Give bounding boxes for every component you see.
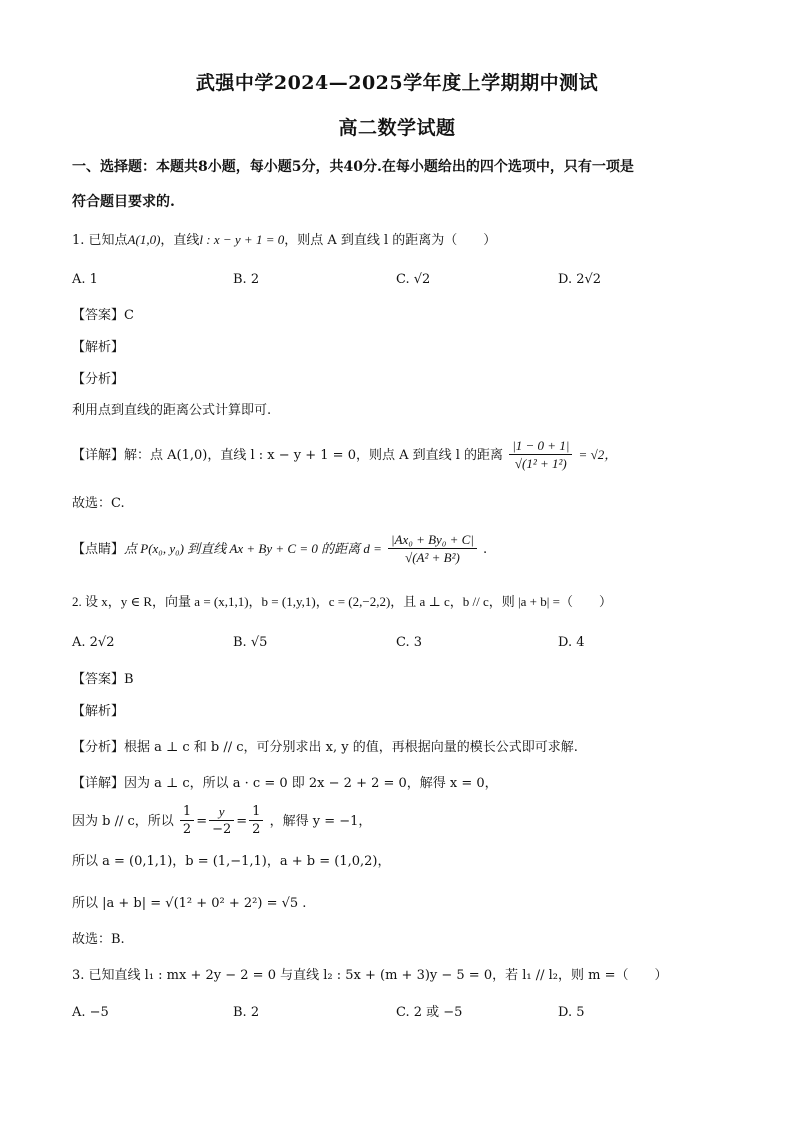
- q1-option-c: C. √2: [396, 272, 431, 287]
- q1-detail-denominator: √(1² + 1²): [514, 456, 567, 471]
- q3-stem: 3. 已知直线 l₁ : mx + 2y − 2 = 0 与直线 l₂ : 5x + (m + 3)y − 5 = 0，若 l₁ // l₂，则 m =（ ）: [72, 968, 668, 983]
- q1-detail-a: 解：点 A(1,0)，直线 l : x − y + 1 = 0，则点 A 到直线 l 的距离: [124, 448, 504, 463]
- q2-analysis-tag: 【解析】: [72, 704, 125, 719]
- q1-stem-b: ，直线: [160, 233, 200, 248]
- q1-stem-a: 1. 已知点: [72, 233, 128, 248]
- q2-detail4: 所以 |a + b| = √(1² + 0² + 2²) = √5 .: [72, 896, 307, 911]
- q2-option-d: D. 4: [558, 635, 585, 650]
- q2-option-b: B. √5: [233, 635, 268, 650]
- q1-dianjing-numerator: |Ax₀ + By₀ + C|: [388, 532, 477, 549]
- section-heading-line2: 符合题目要求的.: [72, 194, 175, 210]
- q1-dianjing-fraction: [388, 532, 477, 567]
- q2-fraction-2: [209, 804, 234, 839]
- q1-detail-b: = √2，: [578, 447, 618, 462]
- q1-stem-c: ，则点 A 到直线 l 的距离为（ ）: [284, 233, 497, 248]
- q2-fraction-3: [249, 804, 263, 839]
- q2-detail1: 【详解】因为 a ⊥ c，所以 a · c = 0 即 2x − 2 + 2 = 0，解得 x = 0，: [72, 776, 498, 791]
- q2-detail2: 因为 b // c，所以 $\frac{1}{2}$ = $\frac{y}{-2}$ = $\frac{1}{2}$ ，解得 y = −1，: [72, 804, 372, 837]
- q2-fraction-1-den: 2: [182, 822, 192, 837]
- q3-option-d: D. 5: [558, 1005, 585, 1020]
- q1-option-d: D. 2√2: [558, 272, 602, 287]
- q1-detail-tag: 【详解】: [72, 448, 125, 463]
- q1-dianjing-denominator: √(A² + B²): [405, 550, 460, 565]
- q1-dianjing-tag: 【点睛】: [72, 542, 125, 557]
- q1-point-a: A(1,0): [127, 232, 161, 247]
- exam-subtitle: 高二数学试题: [338, 117, 456, 139]
- q2-fenxi: 【分析】根据 a ⊥ c 和 b // c，可分别求出 x, y 的值，再根据向量的模长公式即可求解.: [72, 740, 578, 755]
- q2-fraction-2-den: −2: [212, 822, 232, 837]
- section-heading-line1: 一、选择题：本题共8小题，每小题5分，共40分.在每小题给出的四个选项中，只有一项是: [72, 159, 634, 175]
- q1-option-b: B. 2: [233, 272, 260, 287]
- q1-analysis-tag: 【解析】: [72, 340, 125, 355]
- q2-answer: 【答案】B: [72, 672, 134, 687]
- q2-option-c: C. 3: [396, 635, 423, 650]
- q3-option-b: B. 2: [233, 1005, 260, 1020]
- q1-option-a: A. 1: [72, 272, 98, 287]
- q1-detail-fraction: [509, 438, 572, 473]
- q1-detail-numerator: |1 − 0 + 1|: [509, 438, 572, 455]
- q1-dianjing-b: .: [483, 542, 488, 557]
- q1-stem: [72, 230, 496, 251]
- q2-fraction-2-num: y: [209, 804, 234, 821]
- q1-fenxi: 利用点到直线的距离公式计算即可.: [72, 403, 272, 418]
- q2-fraction-3-den: 2: [252, 822, 261, 837]
- q2-detail3: 所以 a = (0,1,1)，b = (1,−1,1)，a + b = (1,0,2)，: [72, 854, 391, 869]
- q1-dianjing-a: 点 P(x₀, y₀) 到直线 Ax + By + C = 0 的距离 d =: [124, 541, 382, 556]
- q2-detail2-b: ，解得 y = −1，: [269, 814, 372, 829]
- q3-option-c: C. 2 或 −5: [396, 1005, 463, 1020]
- q1-detail: [72, 438, 617, 473]
- q2-fraction-1: [180, 804, 194, 839]
- q2-choose: 故选：B.: [72, 932, 125, 947]
- q2-fraction-1-num: 1: [180, 804, 194, 821]
- q3-option-a: A. −5: [72, 1005, 109, 1020]
- exam-title: 武强中学2024—2025学年度上学期期中测试: [195, 72, 599, 94]
- q2-fraction-3-num: 1: [249, 804, 263, 821]
- q2-stem: 2. 设 x，y ∈ R，向量 a = (x,1,1)，b = (1,y,1)，c = (2,−2,2)，且 a ⊥ c，b // c，则 |a + b| =（ ）: [72, 594, 612, 609]
- q2-option-a: A. 2√2: [72, 635, 115, 650]
- q1-fenxi-tag: 【分析】: [72, 372, 125, 387]
- q1-dianjing: [72, 532, 487, 567]
- q1-answer: 【答案】C: [72, 308, 134, 323]
- q2-detail2-a: 因为 b // c，所以: [72, 814, 174, 829]
- q1-line-l: l : x − y + 1 = 0: [199, 232, 285, 247]
- q1-choose: 故选：C.: [72, 496, 125, 511]
